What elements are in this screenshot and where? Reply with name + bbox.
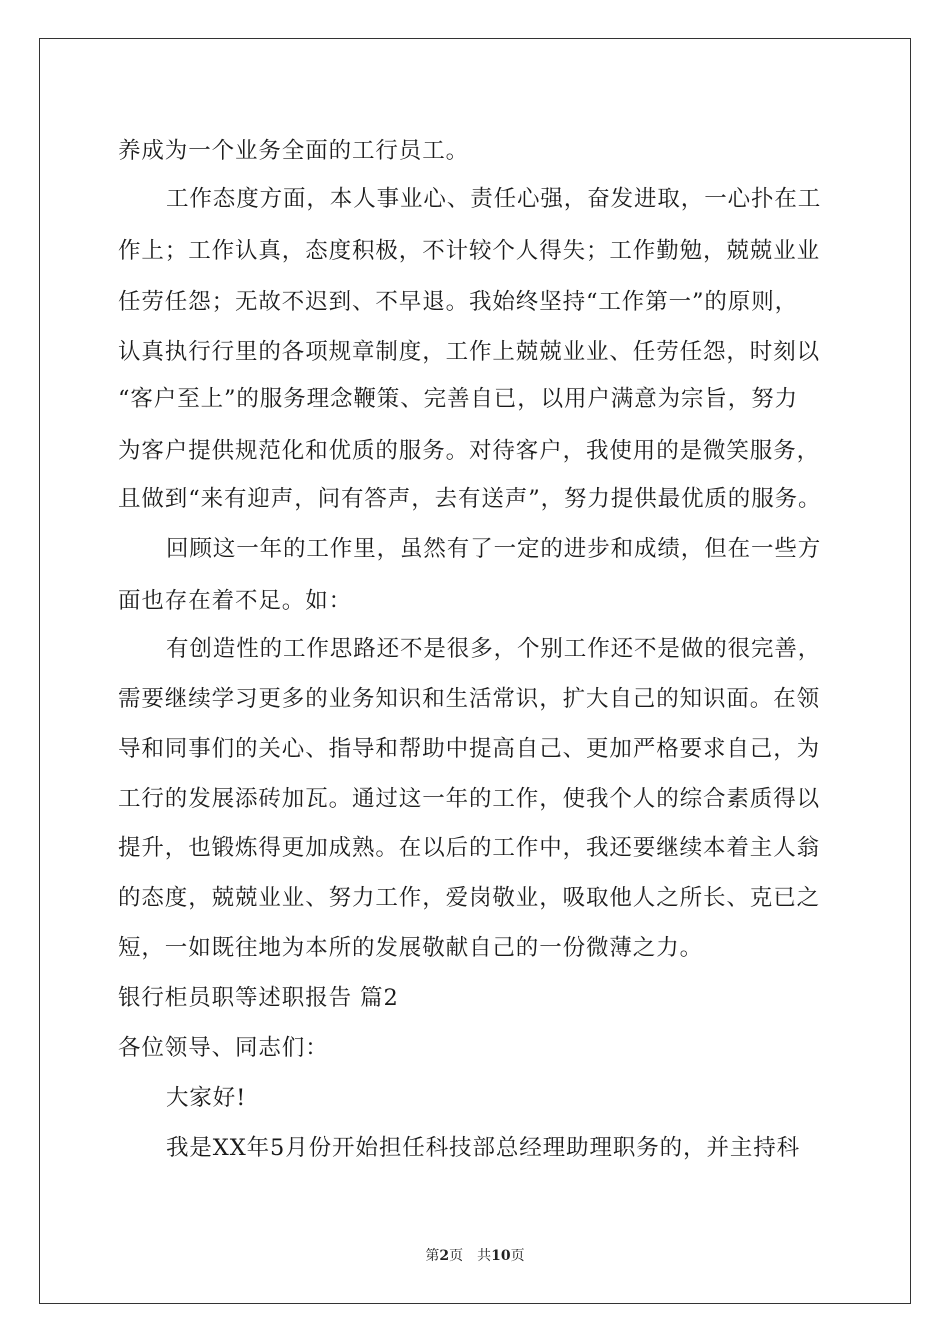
page-footer: [0, 1247, 950, 1265]
text-line: 需要继续学习更多的业务知识和生活常识，扩大自己的知识面。在领: [118, 686, 821, 712]
text-line: 回顾这一年的工作里，虽然有了一定的进步和成绩，但在一些方: [166, 536, 822, 562]
salutation: 各位领导、同志们：: [118, 1035, 329, 1061]
text-line: 导和同事们的关心、指导和帮助中提高自己、更加严格要求自己，为: [118, 736, 821, 762]
text-line: 提升，也锻炼得更加成熟。在以后的工作中，我还要继续本着主人翁: [118, 835, 821, 861]
text-line: 我是XX年5月份开始担任科技部总经理助理职务的，并主持科: [166, 1135, 801, 1161]
greeting: 大家好!: [166, 1085, 247, 1111]
text-line: 面也存在着不足。如：: [118, 588, 353, 614]
page-mid: 页 共: [449, 1248, 492, 1264]
text-line: “客户至上”的服务理念鞭策、完善自已，以用户满意为宗旨，努力: [118, 386, 799, 412]
text-line: 工作态度方面，本人事业心、责任心强，奋发进取，一心扑在工: [166, 186, 822, 212]
text-line: 且做到“来有迎声，问有答声，去有送声”，努力提供最优质的服务。: [118, 486, 822, 512]
page-border: [39, 38, 911, 1304]
page-total: 10: [491, 1248, 511, 1264]
page-current: 2: [439, 1248, 450, 1264]
text-line: 养成为一个业务全面的工行员工。: [118, 138, 470, 164]
page-prefix: 第: [425, 1248, 440, 1264]
text-line: 认真执行行里的各项规章制度，工作上兢兢业业、任劳任怨，时刻以: [118, 339, 821, 365]
text-line: 任劳任怨；无故不迟到、不早退。我始终坚持“工作第一”的原则，: [118, 289, 799, 315]
section-heading: 银行柜员职等述职报告 篇2: [118, 985, 399, 1011]
text-line: 为客户提供规范化和优质的服务。对待客户，我使用的是微笑服务，: [118, 438, 821, 464]
text-line: 工行的发展添砖加瓦。通过这一年的工作，使我个人的综合素质得以: [118, 786, 821, 812]
text-line: 的态度，兢兢业业、努力工作，爱岗敬业，吸取他人之所长、克已之: [118, 885, 821, 911]
text-line: 作上；工作认真，态度积极，不计较个人得失；工作勤勉，兢兢业业: [118, 238, 821, 264]
page-suffix: 页: [510, 1248, 525, 1264]
text-line: 短，一如既往地为本所的发展敬献自己的一份微薄之力。: [118, 935, 704, 961]
text-line: 有创造性的工作思路还不是很多，个别工作还不是做的很完善，: [166, 636, 822, 662]
